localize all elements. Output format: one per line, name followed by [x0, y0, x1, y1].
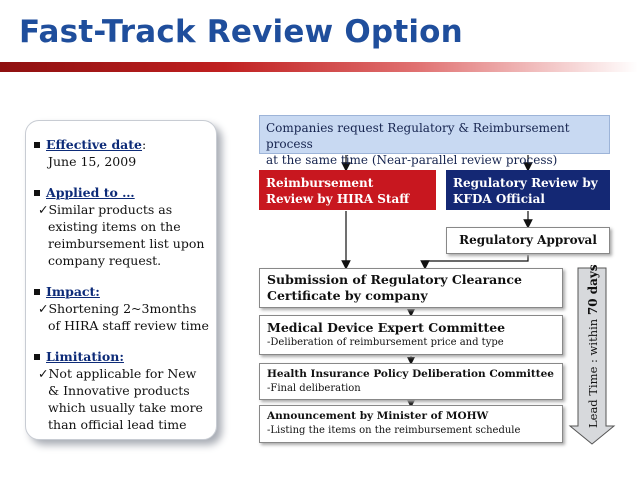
step-subtitle: -Listing the items on the reimbursement schedule — [267, 425, 521, 436]
limitation-item: & Innovative products — [48, 383, 190, 398]
effective-date-colon: : — [142, 137, 147, 152]
reimbursement-review-box — [259, 170, 436, 210]
reimbursement-line: Review by HIRA Staff — [266, 192, 410, 206]
regulatory-line: KFDA Official — [453, 192, 545, 206]
step-subtitle: -Deliberation of reimbursement price and type — [267, 337, 504, 348]
step-title: Certificate by company — [267, 288, 428, 303]
limitation-item: which usually take more — [48, 400, 203, 415]
regulatory-approval-box: Regulatory Approval — [446, 227, 610, 254]
parallel-request-box — [259, 115, 610, 167]
step-title: Health Insurance Policy Deliberation Committee — [267, 368, 554, 380]
checkmark-icon: ✓ — [38, 202, 49, 217]
lead-time-label — [586, 264, 604, 428]
parallel-request-line: at the same time (Near-parallel review process) — [266, 153, 558, 167]
step-announcement-box — [259, 405, 563, 443]
effective-date-value: June 15, 2009 — [48, 154, 137, 169]
limitation-item: than official lead time — [48, 417, 187, 432]
step-title: Announcement by Minister of MOHW — [267, 410, 489, 422]
step-submission-box — [259, 268, 563, 308]
applied-item: company request. — [48, 253, 162, 268]
regulatory-line: Regulatory Review by — [453, 176, 598, 190]
effective-date-label: Effective date — [46, 137, 143, 152]
step-title: Medical Device Expert Committee — [267, 320, 506, 335]
impact-label: Impact: — [46, 284, 100, 299]
regulatory-review-box — [446, 170, 610, 210]
applied-item: reimbursement list upon — [48, 236, 205, 251]
impact-item: Shortening 2~3months — [48, 301, 197, 316]
limitation-label: Limitation: — [46, 349, 124, 364]
limitation-item: Not applicable for New — [48, 366, 197, 381]
checkmark-icon: ✓ — [38, 301, 49, 316]
impact-item: of HIRA staff review time — [48, 318, 209, 333]
step-expert-committee-box — [259, 315, 563, 355]
applied-label: Applied to … — [46, 185, 135, 200]
parallel-request-line: Companies request Regulatory & Reimbursement process — [266, 121, 570, 151]
page-title: Fast-Track Review Option — [19, 14, 463, 50]
step-title: Submission of Regulatory Clearance — [267, 272, 522, 287]
step-subtitle: -Final deliberation — [267, 383, 361, 394]
checkmark-icon: ✓ — [38, 366, 49, 381]
step-policy-committee-box — [259, 363, 563, 400]
lead-time-value: 70 days — [586, 264, 600, 316]
applied-item: existing items on the — [48, 219, 181, 234]
applied-item: Similar products as — [48, 202, 173, 217]
arrow-approval-to-submission — [425, 255, 528, 265]
lead-time-text: Lead Time : within — [586, 315, 600, 428]
reimbursement-line: Reimbursement — [266, 176, 374, 190]
